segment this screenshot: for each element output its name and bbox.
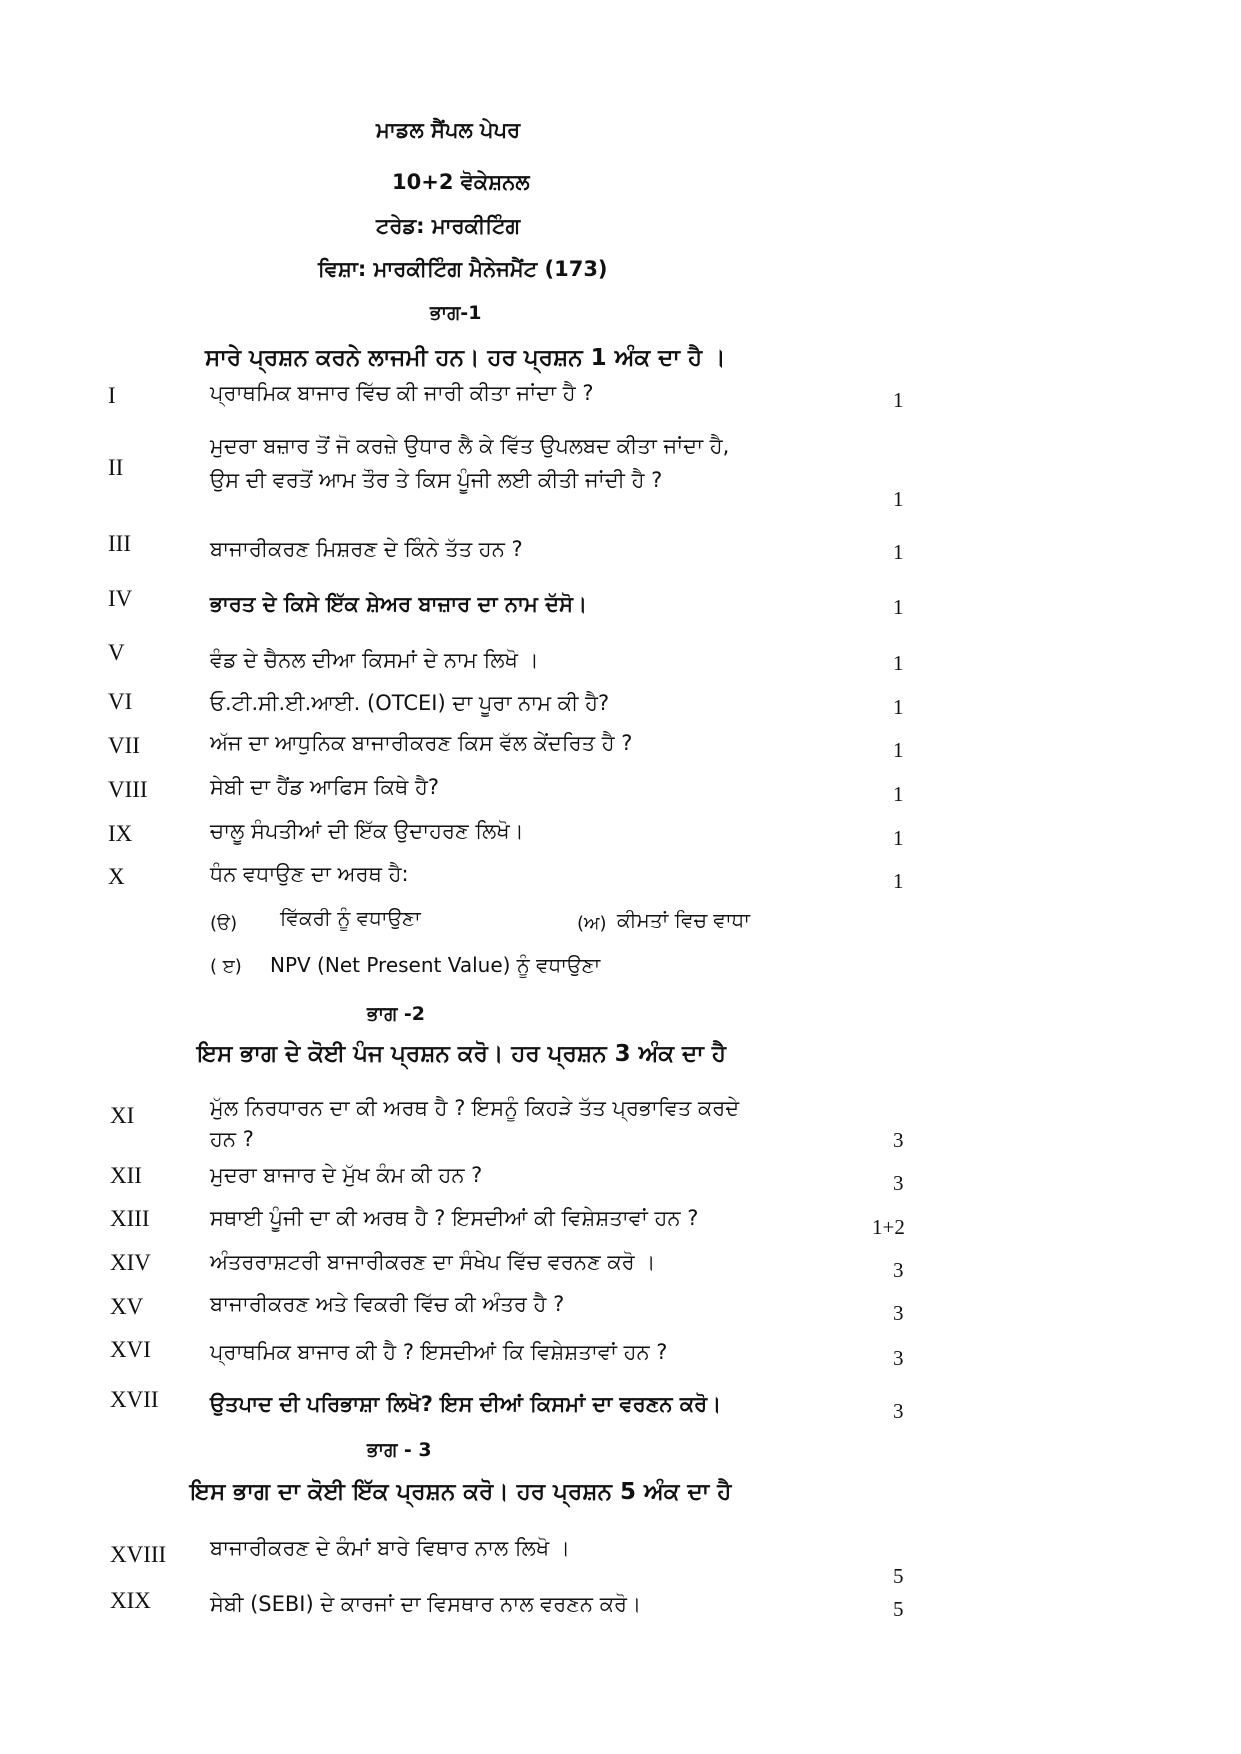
question-marks: 5 <box>893 1564 904 1588</box>
question-marks: 1 <box>893 869 904 893</box>
question-marks: 1+2 <box>872 1215 905 1239</box>
question-number: II <box>108 455 124 480</box>
question-text: ਪ੍ਰਾਥਮਿਕ ਬਾਜਾਰ ਵਿੱਚ ਕੀ ਜਾਰੀ ਕੀਤਾ ਜਾਂਦਾ ਹੈ ? <box>210 381 594 405</box>
question-marks: 3 <box>893 1301 904 1325</box>
question-number: VII <box>108 733 140 758</box>
question-marks: 1 <box>893 540 904 564</box>
part3-heading: ਭਾਗ - 3 <box>367 1439 432 1461</box>
question-marks: 1 <box>893 388 904 412</box>
question-number: XII <box>110 1163 142 1188</box>
question-number: I <box>108 383 116 408</box>
question-number: IV <box>108 586 133 611</box>
question-number: XIII <box>110 1206 150 1231</box>
subject-label: ਵਿਸ਼ਾ: ਮਾਰਕੀਟਿੰਗ ਮੈਨੇਜਮੈਂਟ (173) <box>318 257 608 281</box>
question-marks: 1 <box>893 826 904 850</box>
question-number: IX <box>108 821 133 846</box>
question-text: ਬਾਜਾਰੀਕਰਣ ਦੇ ਕੰਮਾਂ ਬਾਰੇ ਵਿਥਾਰ ਨਾਲ ਲਿਖੋ । <box>210 1536 571 1560</box>
question-text: ਭਾਰਤ ਦੇ ਕਿਸੇ ਇੱਕ ਸ਼ੇਅਰ ਬਾਜ਼ਾਰ ਦਾ ਨਾਮ ਦੱਸੋ। <box>210 592 588 616</box>
question-number: VI <box>108 689 133 714</box>
question-text-line2: ਉਸ ਦੀ ਵਰਤੋਂ ਆਮ ਤੌਰ ਤੇ ਕਿਸ ਪੂੰਜੀ ਲਈ ਕੀਤੀ ਜਾਂਦੀ ਹੈ ? <box>210 468 663 492</box>
question-number: VIII <box>108 777 148 802</box>
question-text: ਮੁਦਰਾ ਬਜ਼ਾਰ ਤੋਂ ਜੋ ਕਰਜ਼ੇ ਉਧਾਰ ਲੈ ਕੇ ਵਿੱਤ ਉਪਲਬਦ ਕੀਤਾ ਜਾਂਦਾ ਹੈ, <box>210 434 730 458</box>
question-number: XVI <box>110 1337 151 1362</box>
question-text: ਸੇਬੀ (SEBI) ਦੇ ਕਾਰਜਾਂ ਦਾ ਵਿਸਥਾਰ ਨਾਲ ਵਰਣਨ ਕਰੋ। <box>210 1592 642 1616</box>
question-text: ਮੁਦਰਾ ਬਾਜਾਰ ਦੇ ਮੁੱਖ ਕੰਮ ਕੀ ਹਨ ? <box>210 1163 483 1187</box>
question-text: ਮੁੱਲ ਨਿਰਧਾਰਨ ਦਾ ਕੀ ਅਰਥ ਹੈ ? ਇਸਨੂੰ ਕਿਹੜੇ ਤੱਤ ਪ੍ਰਭਾਵਿਤ ਕਰਦੇ <box>210 1096 740 1120</box>
question-text: ਪ੍ਰਾਥਮਿਕ ਬਾਜਾਰ ਕੀ ਹੈ ? ਇਸਦੀਆਂ ਕਿ ਵਿਸ਼ੇਸ਼ਤਾਵਾਂ ਹਨ ? <box>210 1340 668 1364</box>
paper-title: ਮਾਡਲ ਸੈਂਪਲ ਪੇਪਰ <box>376 118 521 142</box>
question-marks: 1 <box>893 738 904 762</box>
question-number: V <box>108 640 125 665</box>
option-b-label: (ਅ) <box>577 913 607 934</box>
question-marks: 1 <box>893 651 904 675</box>
question-marks: 1 <box>893 695 904 719</box>
part2-heading: ਭਾਗ -2 <box>367 1003 426 1025</box>
option-c-label: ( ੲ) <box>210 956 242 977</box>
question-number: XV <box>110 1294 144 1319</box>
question-marks: 3 <box>893 1346 904 1370</box>
trade-label: ਟਰੇਡ: ਮਾਰਕੀਟਿੰਗ <box>376 214 521 238</box>
question-number: X <box>108 864 125 889</box>
part1-heading: ਭਾਗ-1 <box>430 302 482 324</box>
part2-instruction: ਇਸ ਭਾਗ ਦੇ ਕੋਈ ਪੰਜ ਪ੍ਰਸ਼ਨ ਕਰੋ। ਹਰ ਪ੍ਰਸ਼ਨ 3 ਅੰਕ ਦਾ ਹੈ <box>197 1041 726 1067</box>
question-marks: 1 <box>893 487 904 511</box>
question-number: XVIII <box>110 1542 167 1567</box>
question-marks: 1 <box>893 782 904 806</box>
question-text: ਚਾਲੂ ਸੰਪਤੀਆਂ ਦੀ ਇੱਕ ਉਦਾਹਰਣ ਲਿਖੋ। <box>210 819 524 843</box>
question-text: ਸਥਾਈ ਪੂੰਜੀ ਦਾ ਕੀ ਅਰਥ ਹੈ ? ਇਸਦੀਆਂ ਕੀ ਵਿਸ਼ੇਸ਼ਤਾਵਾਂ ਹਨ ? <box>210 1206 699 1230</box>
question-text-line2: ਹਨ ? <box>210 1127 254 1151</box>
option-a-label: (ੳ) <box>210 913 238 934</box>
question-text: ਬਾਜਾਰੀਕਰਣ ਅਤੇ ਵਿਕਰੀ ਵਿੱਚ ਕੀ ਅੰਤਰ ਹੈ ? <box>210 1292 565 1316</box>
question-marks: 3 <box>893 1171 904 1195</box>
question-marks: 5 <box>893 1597 904 1621</box>
question-text: ਅੰਤਰਰਾਸ਼ਟਰੀ ਬਾਜਾਰੀਕਰਣ ਦਾ ਸੰਖੇਪ ਵਿੱਚ ਵਰਨਣ ਕਰੋ । <box>210 1250 656 1274</box>
question-number: XI <box>110 1103 135 1128</box>
question-marks: 1 <box>893 595 904 619</box>
question-number: XIV <box>110 1250 151 1275</box>
question-text: ਓ.ਟੀ.ਸੀ.ਈ.ਆਈ. (OTCEI) ਦਾ ਪੂਰਾ ਨਾਮ ਕੀ ਹੈ? <box>210 691 610 715</box>
question-text: ਅੱਜ ਦਾ ਆਧੁਨਿਕ ਬਾਜਾਰੀਕਰਣ ਕਿਸ ਵੱਲ ਕੇਂਦਰਿਤ ਹੈ ? <box>210 731 633 755</box>
question-text: ਉਤਪਾਦ ਦੀ ਪਰਿਭਾਸ਼ਾ ਲਿਖੋ? ਇਸ ਦੀਆਂ ਕਿਸਮਾਂ ਦਾ ਵਰਣਨ ਕਰੋ। <box>210 1392 722 1416</box>
question-marks: 3 <box>893 1128 904 1152</box>
question-number: III <box>108 531 131 556</box>
question-number: XVII <box>110 1387 159 1412</box>
part3-instruction: ਇਸ ਭਾਗ ਦਾ ਕੋਈ ਇੱਕ ਪ੍ਰਸ਼ਨ ਕਰੋ। ਹਰ ਪ੍ਰਸ਼ਨ 5 ਅੰਕ ਦਾ ਹੈ <box>190 1479 732 1505</box>
question-text: ਵੰਡ ਦੇ ਚੈਨਲ ਦੀਆ ਕਿਸਮਾਂ ਦੇ ਨਾਮ ਲਿਖੋ । <box>210 648 539 672</box>
part1-instruction: ਸਾਰੇ ਪ੍ਰਸ਼ਨ ਕਰਨੇ ਲਾਜਮੀ ਹਨ। ਹਰ ਪ੍ਰਸ਼ਨ 1 ਅੰਕ ਦਾ ਹੈ । <box>205 345 726 371</box>
option-b-text: ਕੀਮਤਾਂ ਵਿਚ ਵਾਧਾ <box>617 908 750 932</box>
option-c-text: NPV (Net Present Value) ਨੂੰ ਵਧਾਉਣਾ <box>270 953 601 977</box>
question-marks: 3 <box>893 1399 904 1423</box>
question-text: ਧੰਨ ਵਧਾਉਣ ਦਾ ਅਰਥ ਹੈ: <box>210 862 409 886</box>
class-label: 10+2 ਵੋਕੇਸ਼ਨਲ <box>392 170 530 194</box>
question-text: ਸੇਬੀ ਦਾ ਹੈਂਡ ਆਫਿਸ ਕਿਥੇ ਹੈ? <box>210 775 439 799</box>
question-text: ਬਾਜਾਰੀਕਰਣ ਮਿਸ਼ਰਣ ਦੇ ਕਿੰਨੇ ਤੱਤ ਹਨ ? <box>210 537 523 561</box>
question-marks: 3 <box>893 1258 904 1282</box>
question-number: XIX <box>110 1588 151 1613</box>
option-a-text: ਵਿੱਕਰੀ ਨੂੰ ਵਧਾਉਣਾ <box>280 906 421 930</box>
